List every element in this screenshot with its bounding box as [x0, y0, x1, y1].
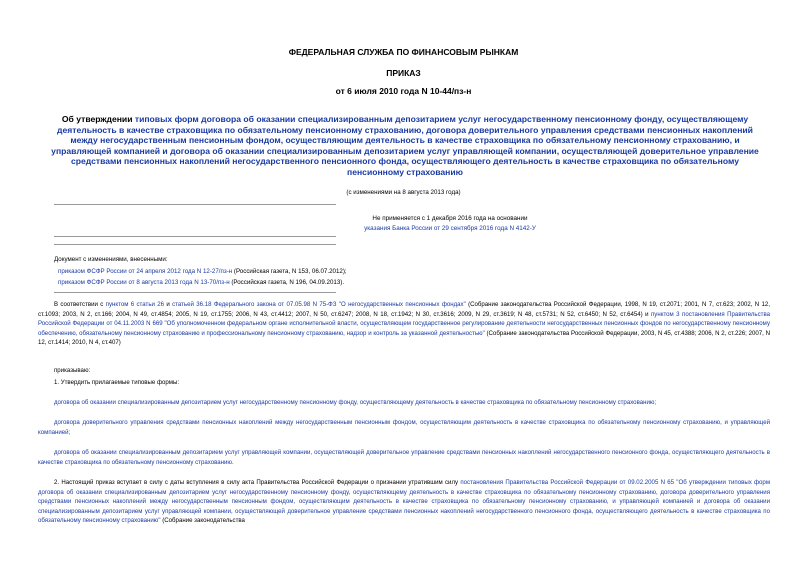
divider — [54, 292, 336, 293]
law-link[interactable]: статьей 36.18 Федерального закона от 07.05.98 N 75-ФЗ "О негосударственных пенсионных фондах" — [172, 301, 466, 308]
item-1 — [38, 378, 770, 388]
divider — [54, 244, 336, 245]
preamble-text: (Собрание законодательства Российской Федерации, 2003, N 45, ст.4388; 2006, N 2, ст.226; 2007, N 12, ст.1414; 2010, N 4, ст.407) — [38, 329, 770, 347]
divider — [54, 204, 336, 205]
item-2-text: 2. Настоящий приказ вступает в силу с даты вступления в силу акта Правительства Российской Федерации о признании утратившим силу — [54, 479, 461, 486]
title-prefix: Об утверждении — [61, 114, 135, 124]
resolution-link[interactable]: постановления Правительства Российской Федерации от 09.02.2005 N 65 "Об утверждении типовых форм договора об оказании специализированным депозитарием услуг негосударственному пенсионному фонду, осуществляющему деятельность в качестве страховщика по обязательному пенсионному страхованию, договора доверительного управления средствами пенсионных накоплений между негосударственным пенсионным фондом, осуществляющим деятельность в качестве страховщика по обязательному пенсионному страхованию, и управляющей компанией и договора об оказании специализированным депозитарием услуг управляющей компании, осуществляющей доверительное управление средствами пенсионных накоплений негосударственного пенсионного фонда, осуществляющего деятельность в качестве страховщика по обязательному пенсионному страхованию" — [38, 479, 771, 525]
item-1-text: 1. Утвердить прилагаемые типовые формы: — [54, 379, 180, 386]
decree-link[interactable]: пунктом 3 постановления Правительства Российской Федерации от 04.11.2003 N 669 "Об уполномоченном федеральном органе исполнительной власти, осуществляющем государственное регулирование деятельности негосударственных пенсионных фондов по негосударственному пенсионному обеспечению, обязательному пенсионному страхованию и профессиональному пенсионному страхованию, надзор и контроль за указанной деятельностью" — [38, 310, 771, 337]
item-2-tail: (Собрание законодательства — [160, 517, 245, 525]
preamble-text: В соответствии с — [54, 301, 106, 308]
preamble-text: (Собрание законодательства Российской Федерации, 1998, N 19, ст.2071; 2001, N 7, ст.623; 2002, N 12, ст.1093; 2003, N 2, ст.166; 2004, N 49, ст.4854; 2005, N 19, ст.1755; 2006, N 43, ст.4412; 2007, N 50, ст.6247; 2008, N 18, ст.1942; N 30, ст.3616; 2009, N 29, ст.3619; N 48, ст.5731; N 52, ст.6450; N 52, ст.6454) и — [38, 301, 770, 318]
not-applied-text: Не применяется с 1 декабря 2016 года на основании — [372, 215, 528, 222]
amendment-item — [54, 266, 774, 278]
order-date: от 6 июля 2010 года N 10-44/пз-н — [335, 86, 472, 96]
title-link[interactable]: типовых форм договора об оказании специализированным депозитарием услуг негосударственному пенсионному фонду, осуществляющему деятельность в качестве страховщика по обязательному пенсионному страхованию, договора доверительного управления средствами пенсионных накоплений между негосударственным пенсионным фондом, осуществляющим деятельность в качестве страховщика по обязательному пенсионному страхованию, и управляющей компанией и договора об оказании специализированным депозитарием услуг управляющей компании, осуществляющей доверительное управление средствами пенсионных накоплений негосударственного пенсионного фонда, осуществляющего деятельность в качестве страховщика по обязательному пенсионному страхованию — [51, 114, 759, 177]
form-1-link[interactable]: договора об оказании специализированным депозитарием услуг негосударственному пенсионному фонду, осуществляющему деятельность в качестве страховщика по обязательному пенсионному страхованию; — [54, 399, 657, 406]
form-2 — [38, 418, 770, 437]
preamble-text: и — [164, 301, 173, 308]
order-heading: ПРИКАЗ — [386, 68, 421, 78]
item-2 — [38, 478, 770, 526]
form-1 — [38, 398, 770, 408]
amendments-heading: Документ с изменениями, внесенными: — [54, 256, 168, 263]
amendment-tail: (Российская газета, N 153, 06.07.2012); — [232, 267, 347, 275]
amendment-item — [54, 277, 774, 289]
not-applied-note — [300, 214, 600, 234]
orders-line — [38, 366, 770, 376]
amendment-link[interactable]: приказом ФСФР России от 24 апреля 2012 года N 12-27/пз-н — [58, 267, 233, 275]
form-3 — [38, 448, 770, 467]
changes-note: (с изменениями на 8 августа 2013 года) — [346, 189, 461, 196]
not-applied-link[interactable]: указания Банка России от 29 сентября 2016 года N 4142-У — [364, 225, 536, 232]
divider — [54, 236, 336, 237]
form-2-link[interactable]: договора доверительного управления средствами пенсионных накоплений между негосударственным пенсионным фондом, осуществляющим деятельность в качестве страховщика по обязательному пенсионному страхованию, и управляющей компанией; — [38, 419, 770, 436]
form-3-link[interactable]: договора об оказании специализированным депозитарием услуг управляющей компании, осуществляющей доверительное управление средствами пенсионных накоплений негосударственного пенсионного фонда, осуществляющего деятельность в качестве страховщика по обязательному пенсионному страхованию. — [38, 449, 770, 466]
preamble-paragraph — [38, 300, 770, 348]
amendments-block — [54, 254, 774, 289]
law-link[interactable]: пунктом 6 статьи 26 — [105, 301, 165, 308]
amendment-tail: (Российская газета, N 196, 04.09.2013). — [229, 279, 345, 286]
orders-text: приказываю: — [54, 367, 91, 374]
amendment-link[interactable]: приказом ФСФР России от 8 августа 2013 года N 13-70/пз-н — [58, 279, 230, 286]
document-title — [44, 114, 766, 178]
agency-heading: ФЕДЕРАЛЬНАЯ СЛУЖБА ПО ФИНАНСОВЫМ РЫНКАМ — [288, 47, 519, 57]
